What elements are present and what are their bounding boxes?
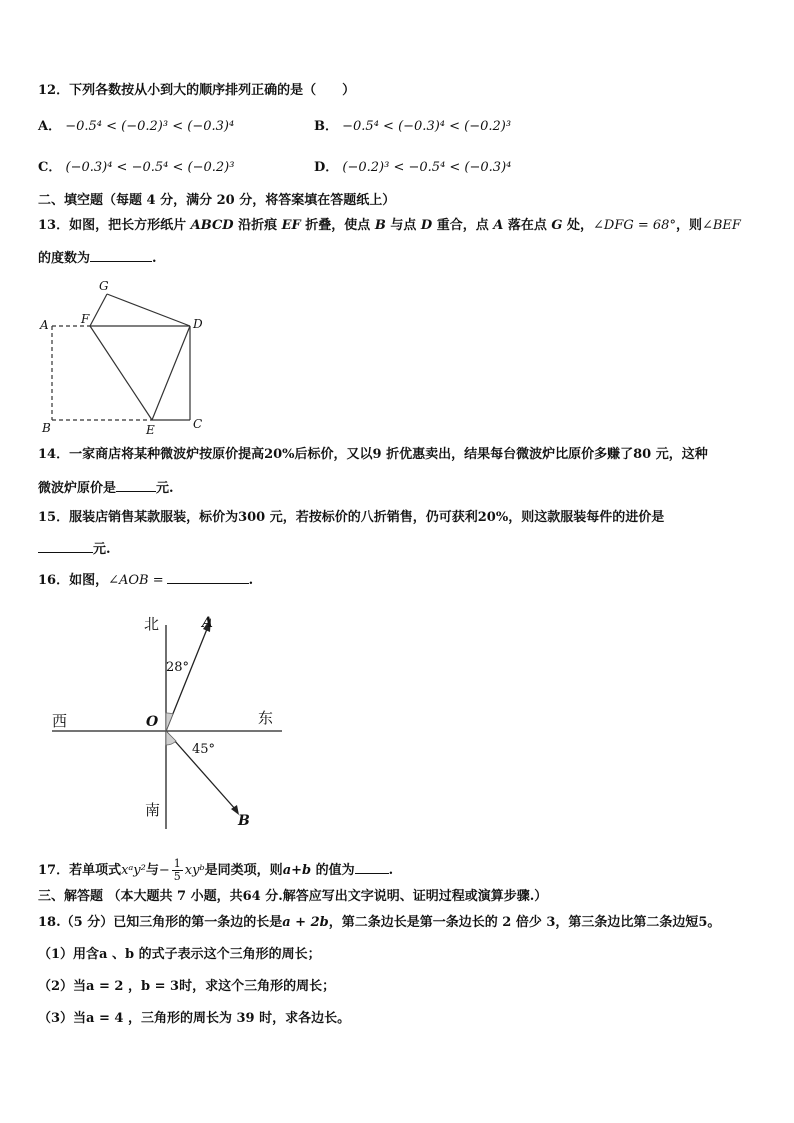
- q18-part-3: （3）当a = 4 ，三角形的周长为 39 时，求各边长。: [38, 1011, 351, 1026]
- monomial-2: xyᵇ: [184, 863, 205, 878]
- numerator: 1: [173, 857, 181, 870]
- expr-a-plus-b: a+b: [282, 863, 312, 878]
- q12-stem: 12．下列各数按从小到大的顺序排列正确的是（ ）: [38, 83, 356, 98]
- q18-part-1: （1）用含a 、b 的式子表示这个三角形的周长；: [38, 947, 321, 962]
- q17: [38, 858, 393, 883]
- text: 折叠，使点: [300, 218, 375, 233]
- answer-blank[interactable]: [167, 571, 249, 584]
- text: 18.（5 分）已知三角形的第一条边的长是: [38, 915, 283, 930]
- text: ，则: [675, 218, 702, 233]
- crease-ef: [90, 326, 152, 420]
- point-d: D: [420, 218, 433, 233]
- monomial-1: xᵃy²: [121, 863, 146, 878]
- text: .: [152, 251, 157, 266]
- q12-option-d[interactable]: [314, 159, 511, 177]
- minus-sign: −: [158, 863, 170, 878]
- q14-line2: [38, 479, 174, 498]
- option-expr: (−0.3)⁴ < −0.5⁴ < (−0.2)³: [65, 160, 235, 175]
- point-g: G: [551, 218, 563, 233]
- text: 的度数为: [38, 251, 91, 266]
- q15-line1: 15．服装店销售某款服装，标价为300 元，若按标价的八折销售，仍可获利20%，则这款服装每件的进价是: [38, 510, 665, 525]
- label-e: E: [146, 423, 155, 437]
- text: 落在点: [503, 218, 552, 233]
- text: ，第二条边长是第一条边长的 2 倍少 3，第三条边比第二条边短5。: [328, 915, 721, 930]
- text: 沿折痕: [233, 218, 282, 233]
- edge-fg: [90, 294, 107, 326]
- point-b: B: [374, 218, 386, 233]
- rect-name: ABCD: [190, 218, 234, 233]
- angle-arc-north: [166, 713, 173, 731]
- angle-aob: ∠AOB =: [108, 573, 164, 588]
- label-f: F: [81, 312, 90, 326]
- label-south: 南: [145, 801, 161, 819]
- q16-figure: [40, 605, 300, 835]
- option-label: A．: [38, 119, 62, 134]
- label-b: B: [42, 421, 51, 435]
- q13-figure: [30, 274, 220, 440]
- text: 13．如图，把长方形纸片: [38, 218, 191, 233]
- q12-option-c[interactable]: [38, 159, 234, 177]
- first-side-expr: a + 2b: [282, 915, 329, 930]
- q13-line1: [38, 217, 741, 235]
- answer-blank[interactable]: [90, 249, 152, 262]
- label-angle-45: 45°: [192, 742, 216, 757]
- text: 与点: [385, 218, 421, 233]
- label-g: G: [99, 279, 109, 293]
- fraction-one-fifth: [172, 858, 183, 883]
- section-2-heading: 二、填空题（每题 4 分，满分 20 分，将答案填在答题纸上）: [38, 193, 396, 208]
- label-east: 东: [258, 709, 274, 727]
- text: .: [248, 573, 254, 588]
- angle-arc-south: [166, 731, 176, 745]
- text: 元.: [93, 542, 111, 557]
- q18-stem: [38, 914, 720, 932]
- q14-line1: 14．一家商店将某种微波炉按原价提高20%后标价，又以9 折优惠卖出，结果每台微波炉比原价多赚了80 元，这种: [38, 447, 708, 462]
- q12-option-b[interactable]: [314, 118, 511, 136]
- text: 的值为: [311, 863, 355, 878]
- text: 微波炉原价是: [38, 481, 117, 496]
- option-expr: (−0.2)³ < −0.5⁴ < (−0.3)⁴: [342, 160, 512, 175]
- option-label: D．: [314, 160, 339, 175]
- text: 是同类项，则: [204, 863, 283, 878]
- label-a: A: [202, 615, 213, 631]
- text: 与: [145, 863, 159, 878]
- label-b: B: [238, 813, 250, 829]
- label-west: 西: [52, 712, 68, 730]
- text: 17．若单项式: [38, 863, 122, 878]
- asked-angle: ∠BEF: [701, 218, 741, 233]
- label-a: A: [40, 318, 49, 332]
- option-label: C．: [38, 160, 62, 175]
- text: 16．如图，: [38, 573, 109, 588]
- q12-option-a[interactable]: [38, 118, 234, 136]
- denominator: 5: [173, 870, 181, 883]
- q18-part-2: （2）当a = 2 ，b = 3时，求这个三角形的周长；: [38, 979, 336, 994]
- answer-blank[interactable]: [355, 861, 389, 874]
- label-angle-28: 28°: [166, 660, 190, 675]
- label-north: 北: [144, 615, 160, 633]
- edge-gd: [107, 294, 190, 326]
- q16-stem: [38, 571, 253, 590]
- label-c: C: [193, 417, 203, 431]
- given-angle: ∠DFG = 68°: [593, 218, 676, 233]
- label-o: O: [146, 714, 159, 730]
- edge-de: [152, 326, 190, 420]
- option-expr: −0.5⁴ < (−0.3)⁴ < (−0.2)³: [342, 119, 512, 134]
- text: 处，: [562, 218, 594, 233]
- crease-name: EF: [281, 218, 301, 233]
- answer-blank[interactable]: [116, 479, 156, 492]
- q15-line2: [38, 540, 111, 559]
- option-label: B．: [314, 119, 338, 134]
- q13-line2: [38, 249, 157, 268]
- text: 重合，点: [432, 218, 494, 233]
- option-expr: −0.5⁴ < (−0.2)³ < (−0.3)⁴: [65, 119, 235, 134]
- answer-blank[interactable]: [38, 540, 93, 553]
- label-d: D: [193, 317, 203, 331]
- point-a: A: [493, 218, 504, 233]
- text: 元.: [156, 481, 174, 496]
- section-3-heading: 三、解答题 （本大题共 7 小题，共64 分.解答应写出文字说明、证明过程或演算步骤.）: [38, 889, 548, 904]
- text: .: [388, 863, 394, 878]
